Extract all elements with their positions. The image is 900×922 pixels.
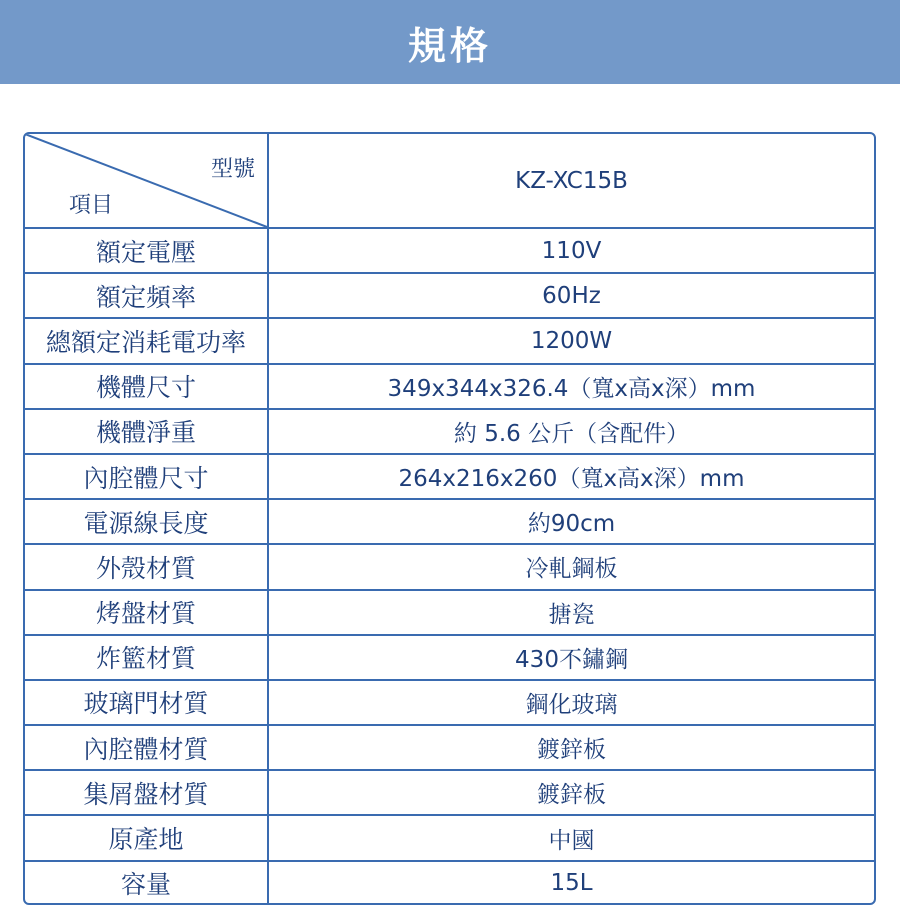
spec-label: 原產地 — [25, 816, 269, 859]
header-banner — [0, 0, 900, 84]
table-row — [25, 679, 874, 724]
spec-label: 外殼材質 — [25, 545, 269, 588]
table-row — [25, 363, 874, 408]
table-row — [25, 769, 874, 814]
spec-table — [23, 132, 876, 905]
spec-value: 鍍鋅板 — [537, 782, 606, 809]
spec-value: 349x344x326.4（寬x高x深）mm — [387, 375, 756, 402]
table-row — [25, 498, 874, 543]
spec-value: 430不鏽鋼 — [515, 646, 628, 673]
spec-label: 集屑盤材質 — [25, 771, 269, 814]
page-title: 規格 — [407, 23, 492, 68]
spec-value: 60Hz — [542, 282, 601, 309]
table-row — [25, 272, 874, 317]
spec-value: 1200W — [530, 327, 613, 354]
spec-label: 容量 — [25, 862, 269, 905]
spec-value: 約 5.6 公斤（含配件） — [453, 420, 690, 447]
spec-label: 玻璃門材質 — [25, 681, 269, 724]
spec-label: 內腔體尺寸 — [25, 455, 269, 498]
table-row — [25, 724, 874, 769]
table-row — [25, 317, 874, 362]
spec-value: 冷軋鋼板 — [525, 556, 618, 583]
table-row — [25, 543, 874, 588]
spec-label: 機體淨重 — [25, 410, 269, 453]
spec-label: 炸籃材質 — [25, 636, 269, 679]
model-number: KZ-XC15B — [515, 167, 628, 194]
spec-label: 電源線長度 — [25, 500, 269, 543]
table-row — [25, 408, 874, 453]
spec-value: 鍍鋅板 — [537, 737, 606, 764]
table-row — [25, 814, 874, 859]
corner-header-cell — [25, 134, 269, 227]
spec-label: 額定頻率 — [25, 274, 269, 317]
spec-value: 15L — [550, 870, 593, 897]
spec-label: 總額定消耗電功率 — [25, 319, 269, 362]
spec-value: 中國 — [548, 827, 595, 854]
spec-value: 鋼化玻璃 — [525, 691, 618, 718]
table-row — [25, 453, 874, 498]
item-column-label: 項目 — [69, 193, 114, 218]
table-row — [25, 227, 874, 272]
spec-value: 264x216x260（寬x高x深）mm — [398, 466, 745, 493]
model-column-label: 型號 — [210, 157, 255, 182]
table-row — [25, 634, 874, 679]
spec-label: 內腔體材質 — [25, 726, 269, 769]
table-row — [25, 860, 874, 905]
spec-value: 搪瓷 — [548, 601, 595, 628]
table-header-row — [25, 134, 874, 227]
table-row — [25, 589, 874, 634]
spec-label: 烤盤材質 — [25, 591, 269, 634]
spec-label: 額定電壓 — [25, 229, 269, 272]
spec-value: 110V — [541, 237, 602, 264]
spec-label: 機體尺寸 — [25, 365, 269, 408]
spec-value: 約90cm — [527, 511, 616, 538]
